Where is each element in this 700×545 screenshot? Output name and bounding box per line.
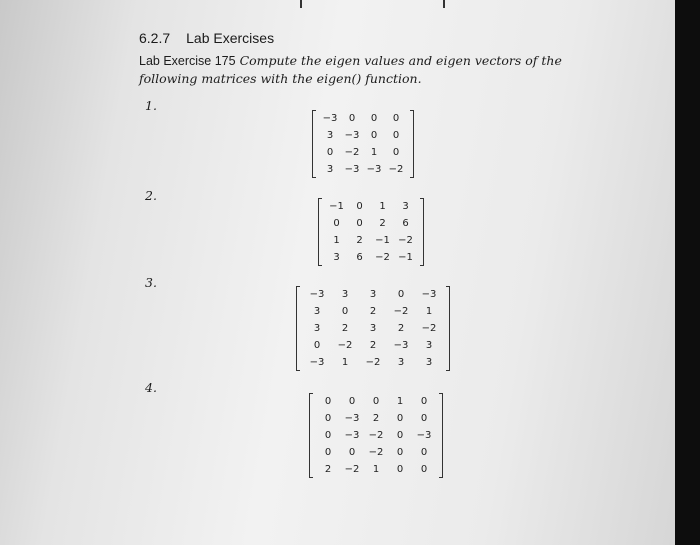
matrix-cell: 1 <box>425 306 433 317</box>
matrix-cell: −2 <box>337 340 353 351</box>
matrix-cell: −3 <box>322 113 338 124</box>
matrix-cell: −2 <box>398 235 413 246</box>
matrix-cell: 0 <box>397 289 405 300</box>
matrix-cell: 0 <box>370 113 378 124</box>
matrix-cell: 3 <box>326 130 334 141</box>
matrix-cell: −3 <box>344 130 360 141</box>
matrix-cell: −3 <box>344 413 360 424</box>
matrix-cell: 3 <box>313 306 321 317</box>
matrix-cell: 3 <box>402 201 409 212</box>
matrix-cell: 3 <box>369 289 377 300</box>
matrix-cell: 3 <box>333 252 340 263</box>
matrix-cell: 0 <box>420 464 428 475</box>
matrix-cell: −2 <box>344 464 360 475</box>
matrix-cell: 0 <box>348 447 356 458</box>
matrix-cell: −1 <box>375 235 390 246</box>
matrix-cell: −2 <box>368 447 384 458</box>
matrix-cell: 0 <box>324 396 332 407</box>
matrix-cell: −2 <box>388 164 404 175</box>
matrix-cell: −2 <box>368 430 384 441</box>
matrix-cell: 0 <box>392 130 400 141</box>
matrix-cell: 6 <box>356 252 363 263</box>
section-title: Lab Exercises <box>186 30 275 46</box>
matrix-cell: 3 <box>341 289 349 300</box>
item-number: 3. <box>145 275 157 290</box>
page-top-marks <box>300 0 445 8</box>
exercise-intro <box>139 52 609 87</box>
matrix <box>296 286 450 371</box>
exercise-label: Lab Exercise 175 <box>139 54 236 68</box>
matrix-cell: 3 <box>313 323 321 334</box>
matrix-cell: 2 <box>379 218 386 229</box>
matrix-cell: −1 <box>329 201 344 212</box>
matrix-cell: −3 <box>309 357 325 368</box>
matrix-cell: −2 <box>393 306 409 317</box>
matrix-cell: 1 <box>396 396 404 407</box>
matrix-cell: 3 <box>397 357 405 368</box>
matrix-cell: −2 <box>365 357 381 368</box>
matrix-cell: 0 <box>324 413 332 424</box>
matrix-cell: 0 <box>324 430 332 441</box>
matrix-cell: 1 <box>341 357 349 368</box>
matrix-cell: 0 <box>396 447 404 458</box>
exercise-text: Compute the eigen values and eigen vectors of the following matrices with the eigen() function. <box>139 53 562 86</box>
matrix-cell: 0 <box>392 147 400 158</box>
matrix-cell: 0 <box>333 218 340 229</box>
matrix-cell: 3 <box>425 357 433 368</box>
matrix-cell: −2 <box>421 323 437 334</box>
matrix <box>309 393 443 478</box>
matrix-cell: −2 <box>344 147 360 158</box>
matrix-cell: 2 <box>397 323 405 334</box>
matrix-cell: 2 <box>369 306 377 317</box>
matrix-cell: 0 <box>356 218 363 229</box>
matrix-cell: 2 <box>356 235 363 246</box>
matrix-cell: 0 <box>348 113 356 124</box>
matrix-cell: 0 <box>420 396 428 407</box>
item-number: 4. <box>145 380 157 395</box>
matrix <box>318 198 424 266</box>
matrix-cell: 0 <box>396 430 404 441</box>
matrix-cell: 2 <box>341 323 349 334</box>
matrix-cell: −3 <box>344 164 360 175</box>
section-number: 6.2.7 <box>139 30 171 46</box>
matrix-cell: 2 <box>372 413 380 424</box>
matrix-cell: 0 <box>396 464 404 475</box>
matrix-cell: 0 <box>370 130 378 141</box>
matrix-cell: 0 <box>372 396 380 407</box>
matrix-cell: −3 <box>309 289 325 300</box>
matrix-cell: −1 <box>398 252 413 263</box>
item-number: 2. <box>145 188 157 203</box>
matrix-cell: 0 <box>396 413 404 424</box>
matrix-cell: 6 <box>402 218 409 229</box>
matrix-cell: 0 <box>313 340 321 351</box>
section-heading <box>139 30 274 46</box>
matrix-cell: 0 <box>392 113 400 124</box>
matrix-cell: 0 <box>420 413 428 424</box>
matrix-cell: −3 <box>393 340 409 351</box>
matrix-cell: −3 <box>416 430 432 441</box>
matrix-cell: 0 <box>324 447 332 458</box>
matrix-cell: 3 <box>425 340 433 351</box>
matrix-cell: 2 <box>324 464 332 475</box>
matrix-cell: 0 <box>356 201 363 212</box>
item-number: 1. <box>145 98 157 113</box>
matrix-cell: 0 <box>341 306 349 317</box>
matrix-cell: 3 <box>326 164 334 175</box>
matrix-cell: 0 <box>420 447 428 458</box>
matrix-cell: 1 <box>372 464 380 475</box>
matrix-cell: −3 <box>366 164 382 175</box>
matrix-cell: 1 <box>370 147 378 158</box>
matrix-cell: 1 <box>333 235 340 246</box>
matrix-cell: −3 <box>344 430 360 441</box>
matrix-cell: −3 <box>421 289 437 300</box>
matrix <box>312 110 414 178</box>
matrix-cell: 0 <box>326 147 334 158</box>
matrix-cell: 2 <box>369 340 377 351</box>
matrix-cell: 0 <box>348 396 356 407</box>
matrix-cell: 1 <box>379 201 386 212</box>
matrix-cell: −2 <box>375 252 390 263</box>
matrix-cell: 3 <box>369 323 377 334</box>
